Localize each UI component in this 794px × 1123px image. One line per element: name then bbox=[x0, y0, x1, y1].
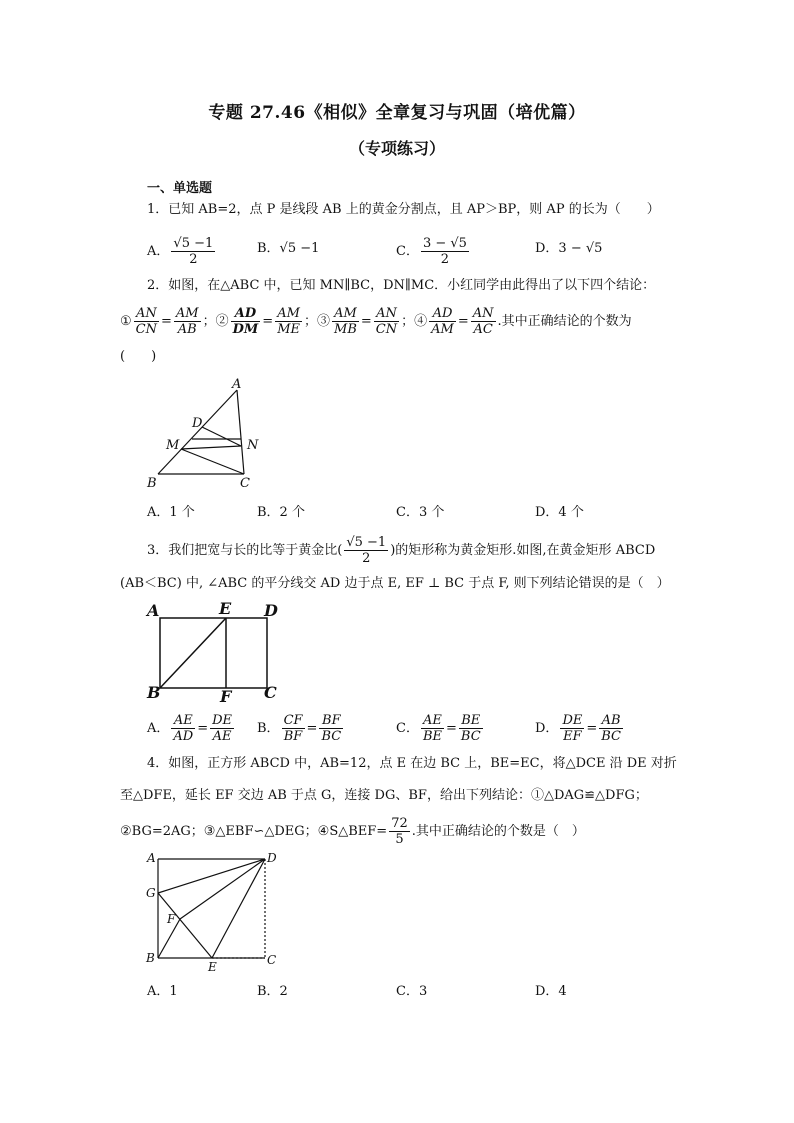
q2-c2-l-den: DM bbox=[232, 322, 259, 337]
q2-c4-l-num: AD bbox=[429, 306, 456, 322]
q2-c4-l-den: AM bbox=[431, 322, 454, 337]
q1-option-b: B．√5 −1 bbox=[257, 241, 320, 256]
q3-label-d: D bbox=[264, 601, 278, 620]
q4-label-e: E bbox=[208, 960, 217, 974]
q2-option-d: D．4 个 bbox=[535, 505, 584, 520]
q3-option-d-label: D． bbox=[535, 721, 559, 736]
q4-line1: 4．如图，正方形 ABCD 中，AB=12，点 E 在边 BC 上，BE=EC，将△DCE 沿 DE 对折 bbox=[147, 756, 677, 771]
q1-option-a-label: A． bbox=[147, 244, 170, 259]
section-heading: 一、单选题 bbox=[147, 181, 213, 196]
q4-line3-post: .其中正确结论的个数是（ ） bbox=[411, 824, 585, 839]
q2-c1-l-num: AN bbox=[134, 306, 159, 322]
q2-label-c: C bbox=[240, 476, 250, 491]
q1-option-a-fraction: $\frac{√5 -1}{2}$ bbox=[173, 236, 214, 267]
q3-opt-c-n2: BE bbox=[459, 713, 483, 729]
q1-option-c-fraction bbox=[421, 236, 469, 267]
q3-opt-b-n2: BF bbox=[319, 713, 343, 729]
q3-opt-d-d1: EF bbox=[563, 729, 582, 744]
q4-line3-num: 72 bbox=[391, 816, 408, 831]
q2-label-a: A bbox=[232, 377, 242, 392]
q4-line2: 至△DFE，延长 EF 交边 AB 于点 G，连接 DG、BF，给出下列结论：①△DAG≌△DFG； bbox=[120, 788, 648, 803]
q3-line1: 3．我们把宽与长的比等于黄金比( $\frac{√5 -1}{2}$ )的矩形称为黄金矩形.如图,在黄金矩形 ABCD bbox=[147, 535, 656, 566]
q4-line3-den: 5 bbox=[395, 832, 404, 847]
q4-label-f: F bbox=[167, 912, 176, 926]
q3-label-b: B bbox=[147, 683, 161, 702]
q2-c2-mark: ；② bbox=[202, 314, 229, 329]
q2-figure bbox=[140, 373, 280, 493]
q3-ratio-den: 2 bbox=[362, 551, 371, 566]
q3-option-d: D． $\frac{DE}{EF}$ = $\frac{AB}{BC}$ bbox=[535, 713, 622, 744]
q1-option-c-den: 2 bbox=[440, 252, 450, 267]
q3-opt-a-n1: AE bbox=[171, 713, 195, 729]
q1-text: 1．已知 AB=2，点 P 是线段 AB 上的黄金分割点，且 AP＞BP，则 AP 的长为（ ） bbox=[147, 202, 660, 217]
q3-option-b-label: B． bbox=[257, 721, 280, 736]
q3-opt-c-d2: BC bbox=[460, 729, 481, 744]
q3-opt-b-d1: BF bbox=[283, 729, 303, 744]
q4-option-d: D．4 bbox=[535, 984, 567, 999]
q2-option-b: B．2 个 bbox=[257, 505, 305, 520]
q1-option-a-den: 2 bbox=[189, 252, 198, 267]
q4-label-d: D bbox=[267, 851, 277, 865]
q3-opt-c-d1: BE bbox=[422, 729, 442, 744]
q3-opt-c-n1: AE bbox=[421, 713, 444, 729]
q2-answer-paren: ( ) bbox=[120, 349, 157, 364]
q3-opt-d-n2: AB bbox=[599, 713, 623, 729]
q4-option-b: B．2 bbox=[257, 984, 288, 999]
q2-c4-r-num: AN bbox=[472, 306, 494, 321]
q2-tail: .其中正确结论的个数为 bbox=[497, 314, 632, 329]
q2-label-b: B bbox=[147, 476, 157, 491]
q2-c3-l-num: AM bbox=[332, 306, 359, 322]
q2-c3-r-den: CN bbox=[375, 322, 398, 337]
q2-c1-r-num: AM bbox=[175, 306, 199, 321]
q1-option-c-label: C． bbox=[396, 244, 419, 259]
q1-option-a-num: 5 −1 bbox=[181, 236, 214, 251]
q4-label-c: C bbox=[267, 953, 277, 967]
q2-conclusions: ① $\frac{AN}{CN}$ = $\frac{AM}{AB}$ ；② $\frac{AD}{DM}$ = $\frac{AM}{ME}$ ；③ $\frac{AM}{MB}$ = $\frac{AN}{CN}$ ；④ $\frac{AD}{AM}$ = $\frac{AN}{AC}$ .其中正确结论的个数为 bbox=[120, 306, 632, 337]
q3-label-f: F bbox=[220, 687, 232, 706]
q4-line3-pre: ②BG=2AG；③△EBF∽△DEG；④S△BEF= bbox=[120, 824, 388, 839]
q3-option-c-label: C． bbox=[396, 721, 419, 736]
q2-c3-l-den: MB bbox=[334, 322, 357, 337]
q3-opt-d-n1: DE bbox=[562, 713, 583, 728]
q3-label-a: A bbox=[147, 601, 160, 620]
q4-label-a: A bbox=[147, 851, 156, 865]
q2-c2-r-den: ME bbox=[277, 322, 300, 337]
q3-label-c: C bbox=[264, 683, 277, 702]
page-subtitle: （专项练习） bbox=[348, 139, 445, 158]
q2-label-d: D bbox=[192, 416, 203, 431]
q2-c4-mark: ；④ bbox=[401, 314, 428, 329]
q2-c1-mark: ① bbox=[120, 314, 132, 329]
page-title: 专题 27.46《相似》全章复习与巩固（培优篇） bbox=[208, 103, 586, 123]
q3-opt-b-n1: CF bbox=[283, 713, 303, 728]
q4-label-b: B bbox=[146, 951, 155, 965]
q3-line1-pre: 3．我们把宽与长的比等于黄金比( bbox=[147, 543, 343, 558]
q3-ratio-num: 5 −1 bbox=[354, 535, 387, 550]
q2-c2-l-num: AD bbox=[231, 306, 261, 322]
q3-option-a: A． $\frac{AE}{AD}$ = $\frac{DE}{AE}$ bbox=[147, 713, 233, 744]
q3-opt-a-d2: AE bbox=[212, 729, 232, 744]
q2-option-a: A．1 个 bbox=[147, 505, 195, 520]
q3-option-a-label: A． bbox=[147, 721, 170, 736]
q3-line2: (AB＜BC) 中, ∠ABC 的平分线交 AD 边于点 E, EF ⊥ BC 于点 F, 则下列结论错误的是（ ） bbox=[120, 576, 670, 591]
q3-figure bbox=[140, 598, 310, 708]
q1-option-c bbox=[396, 236, 471, 267]
q2-c2-r-num: AM bbox=[275, 306, 302, 322]
q3-opt-b-d2: BC bbox=[321, 729, 342, 744]
q4-option-c: C．3 bbox=[396, 984, 428, 999]
q2-c3-mark: ；③ bbox=[304, 314, 331, 329]
q2-label-n: N bbox=[247, 438, 259, 453]
q2-c4-r-den: AC bbox=[473, 322, 493, 337]
q3-label-e: E bbox=[219, 599, 232, 618]
q4-option-a: A．1 bbox=[147, 984, 178, 999]
q4-label-g: G bbox=[146, 886, 156, 900]
q3-opt-a-n2: DE bbox=[212, 713, 233, 728]
q4-figure bbox=[140, 845, 290, 975]
q1-option-c-num: 3 − √5 bbox=[422, 236, 467, 251]
q2-option-c: C．3 个 bbox=[396, 505, 445, 520]
q2-line1: 2．如图，在△ABC 中，已知 MN∥BC，DN∥MC．小红同学由此得出了以下四个结论： bbox=[147, 278, 656, 293]
q1-option-a bbox=[147, 236, 217, 267]
q3-opt-a-d1: AD bbox=[173, 729, 194, 744]
q2-c3-r-num: AN bbox=[374, 306, 399, 322]
q2-c1-l-den: CN bbox=[135, 322, 157, 337]
q2-c1-r-den: AB bbox=[177, 322, 197, 337]
q3-option-b: B． $\frac{CF}{BF}$ = $\frac{BF}{BC}$ bbox=[257, 713, 342, 744]
q1-option-d: D．3 − √5 bbox=[535, 241, 603, 256]
q4-line3 bbox=[120, 816, 585, 847]
q3-opt-d-d2: BC bbox=[601, 729, 622, 744]
q2-label-m: M bbox=[166, 438, 180, 453]
q3-option-c: C． $\frac{AE}{BE}$ = $\frac{BE}{BC}$ bbox=[396, 713, 481, 744]
q3-line1-post: )的矩形称为黄金矩形.如图,在黄金矩形 ABCD bbox=[390, 543, 656, 558]
